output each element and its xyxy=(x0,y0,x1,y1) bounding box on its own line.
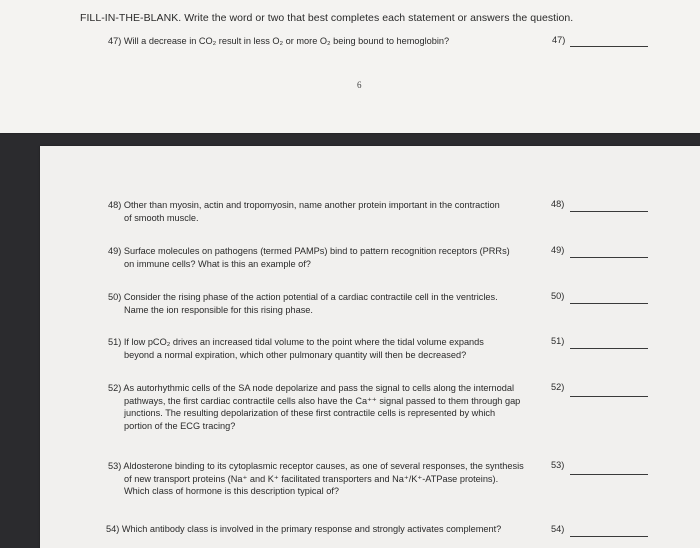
answer-blank-49[interactable] xyxy=(570,257,648,258)
answer-label-47: 47) xyxy=(552,35,566,45)
question-53-line-2: of new transport proteins (Na⁺ and K⁺ facilitated transporters and Na⁺/K⁺-ATPase proteins). xyxy=(124,473,499,484)
question-54-line-1: 54) Which antibody class is involved in the primary response and strongly activates complement? xyxy=(106,524,502,534)
question-52-line-4: portion of the ECG tracing? xyxy=(124,420,236,431)
question-53 xyxy=(108,460,524,498)
question-50-line-1: 50) Consider the rising phase of the action potential of a cardiac contractile cell in the ventricles. xyxy=(108,292,498,302)
answer-label-50: 50) xyxy=(551,291,565,301)
worksheet-page-top xyxy=(0,0,700,133)
answer-label-54: 54) xyxy=(551,524,565,534)
question-48-line-2: of smooth muscle. xyxy=(124,212,199,223)
question-51-line-1: 51) If low pCO₂ drives an increased tidal volume to the point where the tidal volume expands xyxy=(108,337,484,347)
answer-blank-48[interactable] xyxy=(570,211,648,212)
question-53-line-1: 53) Aldosterone binding to its cytoplasmic receptor causes, as one of several responses, the synthesis xyxy=(108,461,524,471)
answer-label-52: 52) xyxy=(551,382,565,392)
question-50-line-2: Name the ion responsible for this rising phase. xyxy=(124,304,313,315)
question-54 xyxy=(106,523,501,536)
answer-blank-52[interactable] xyxy=(570,396,648,397)
answer-blank-50[interactable] xyxy=(570,303,648,304)
answer-label-53: 53) xyxy=(551,460,565,470)
question-47-line-1: 47) Will a decrease in CO₂ result in less O₂ or more O₂ being bound to hemoglobin? xyxy=(108,36,450,46)
question-52-line-1: 52) As autorhythmic cells of the SA node depolarize and pass the signal to cells along the internodal xyxy=(108,383,515,393)
answer-label-48: 48) xyxy=(551,199,565,209)
page-number: 6 xyxy=(357,80,362,90)
question-51 xyxy=(108,336,484,361)
question-49 xyxy=(108,245,510,270)
question-47 xyxy=(108,35,449,48)
question-49-line-1: 49) Surface molecules on pathogens (termed PAMPs) bind to pattern recognition receptors (PRRs) xyxy=(108,246,510,256)
question-49-line-2: on immune cells? What is this an example of? xyxy=(124,258,311,269)
answer-blank-54[interactable] xyxy=(570,536,648,537)
instructions-text: FILL-IN-THE-BLANK. Write the word or two that best completes each statement or answers the question. xyxy=(80,12,574,24)
answer-label-51: 51) xyxy=(551,336,565,346)
question-52 xyxy=(108,382,520,432)
question-48 xyxy=(108,199,500,224)
question-52-line-3: junctions. The resulting depolarization of these first contractile cells is represented by which xyxy=(124,408,496,419)
question-48-line-1: 48) Other than myosin, actin and tropomyosin, name another protein important in the contraction xyxy=(108,200,500,210)
question-51-line-2: beyond a normal expiration, which other pulmonary quantity will then be decreased? xyxy=(124,349,467,360)
question-53-line-3: Which class of hormone is this description typical of? xyxy=(124,486,339,497)
question-52-line-2: pathways, the first cardiac contractile cells also have the Ca⁺⁺ signal passed to them through gap xyxy=(124,395,521,406)
answer-blank-47[interactable] xyxy=(570,46,648,47)
answer-blank-53[interactable] xyxy=(570,474,648,475)
worksheet-page-bottom xyxy=(40,146,700,548)
answer-label-49: 49) xyxy=(551,245,565,255)
answer-blank-51[interactable] xyxy=(570,348,648,349)
question-50 xyxy=(108,291,498,316)
